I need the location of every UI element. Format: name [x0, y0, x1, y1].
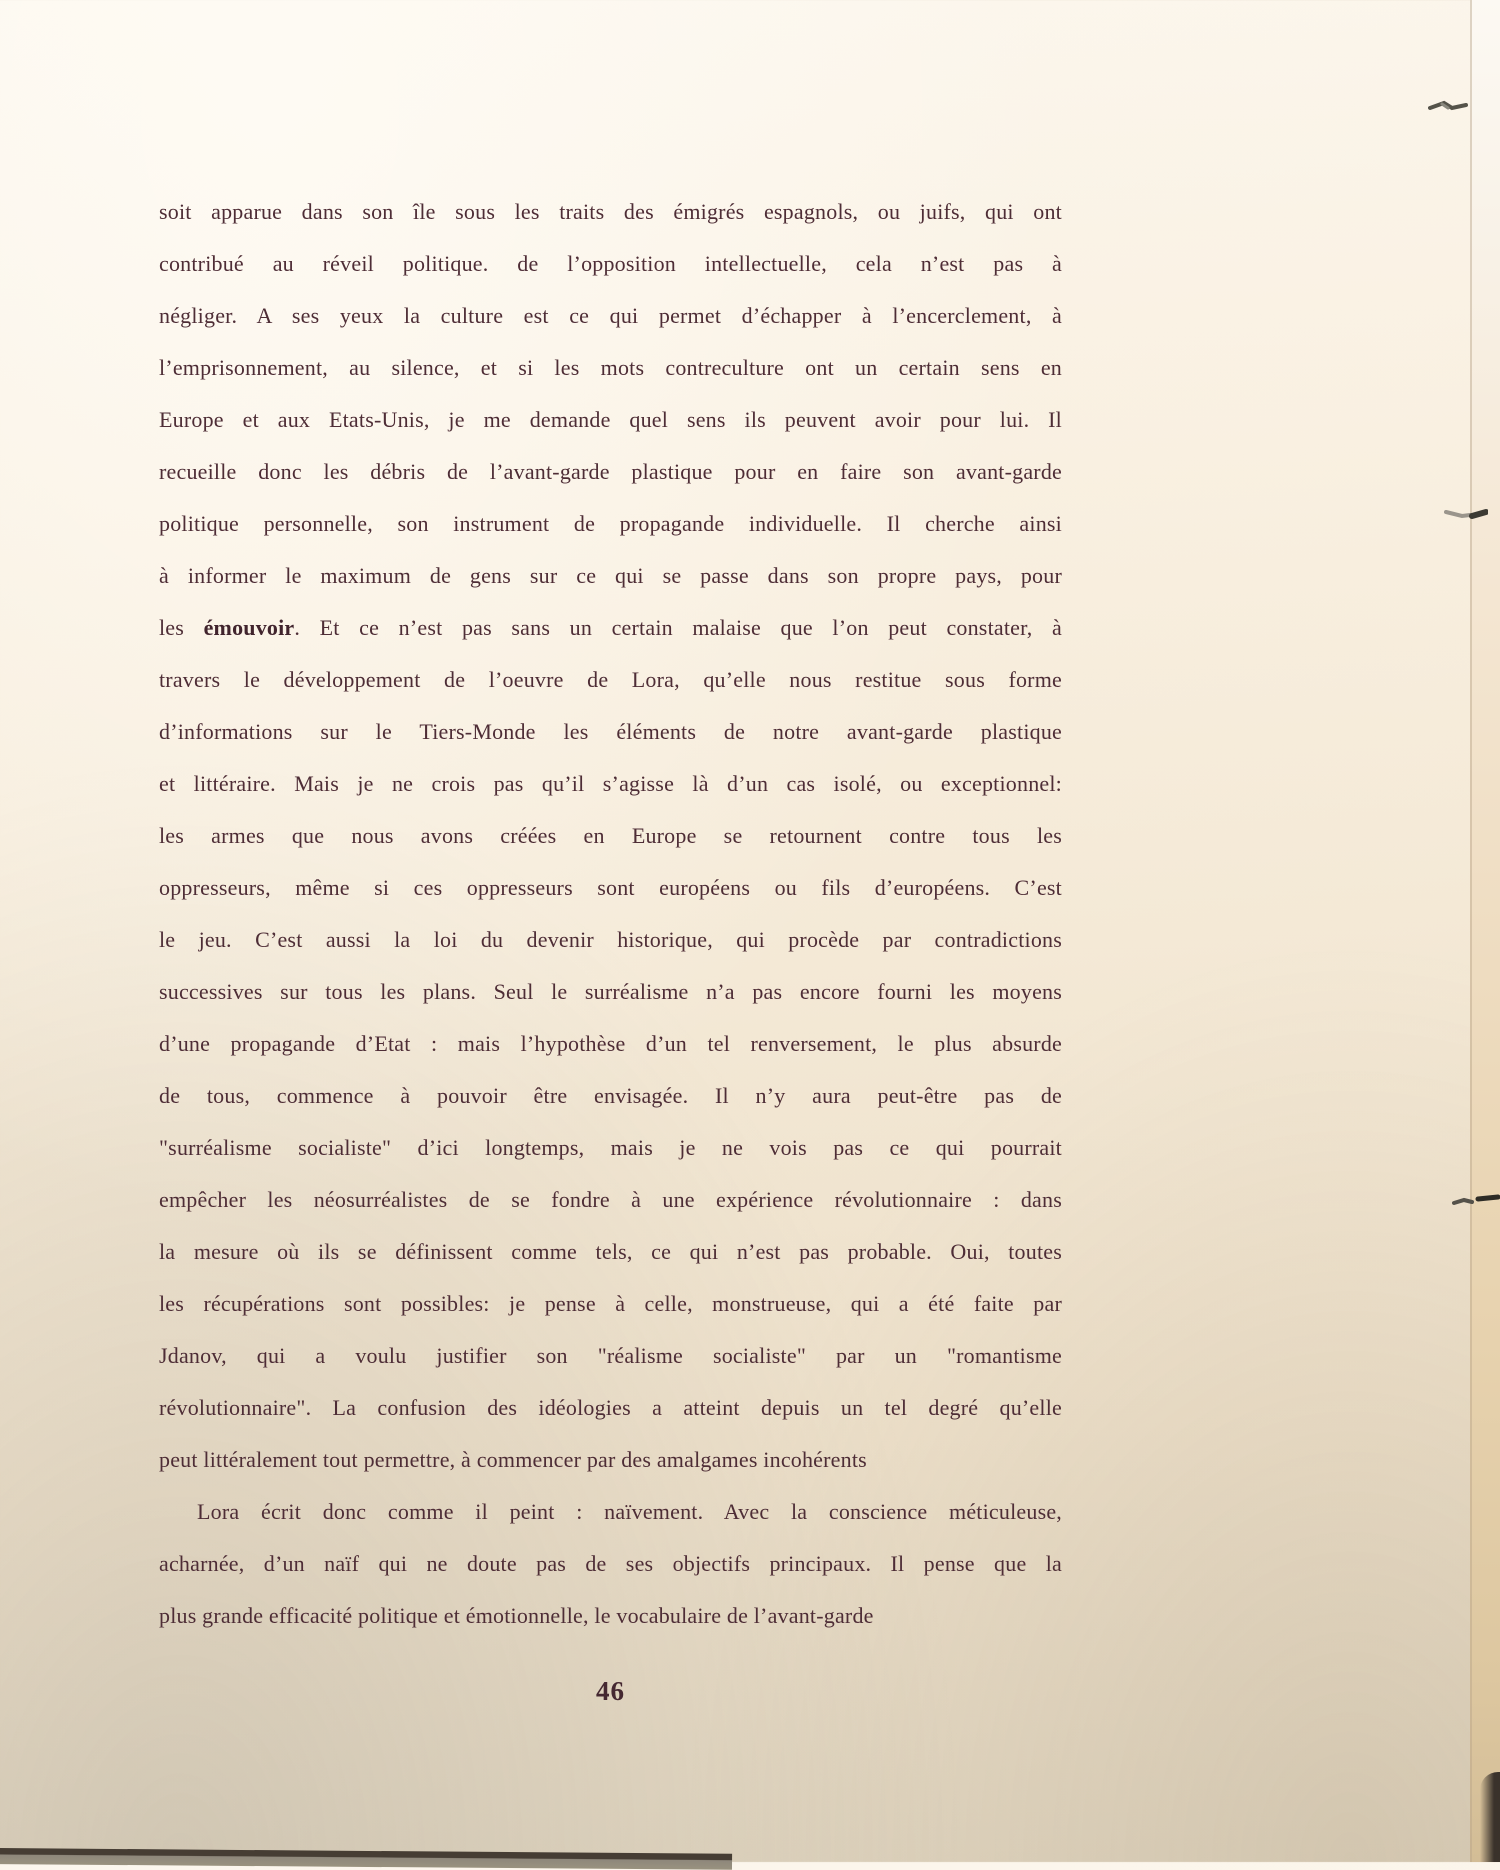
binding-stitch-icon	[1452, 1190, 1500, 1210]
binding-stitch-icon	[1428, 96, 1468, 118]
text-line	[159, 862, 1062, 914]
text-segment: contribué au réveil politique. de l’opposition intellectuelle, cela n’est pas à	[159, 251, 1062, 276]
text-segment: de tous, commence à pouvoir être envisagée. Il n’y aura peut-être pas de	[159, 1083, 1062, 1108]
text-block	[159, 186, 1062, 1642]
text-segment: les récupérations sont possibles: je pense à celle, monstrueuse, qui a été faite par	[159, 1291, 1062, 1316]
text-line	[159, 1122, 1062, 1174]
text-segment: la mesure où ils se définissent comme tels, ce qui n’est pas probable. Oui, toutes	[159, 1239, 1062, 1264]
text-segment: successives sur tous les plans. Seul le surréalisme n’a pas encore fourni les moyens	[159, 979, 1062, 1004]
text-segment: oppresseurs, même si ces oppresseurs sont européens ou fils d’européens. C’est	[159, 875, 1062, 900]
text-segment: Lora écrit donc comme il peint : naïvement. Avec la conscience méticuleuse,	[197, 1499, 1062, 1524]
text-segment: soit apparue dans son île sous les traits des émigrés espagnols, ou juifs, qui ont	[159, 199, 1062, 224]
text-line	[159, 238, 1062, 290]
text-segment: empêcher les néosurréalistes de se fondre à une expérience révolutionnaire : dans	[159, 1187, 1062, 1212]
text-segment: Europe et aux Etats-Unis, je me demande quel sens ils peuvent avoir pour lui. Il	[159, 407, 1062, 432]
text-segment: recueille donc les débris de l’avant-garde plastique pour en faire son avant-garde	[159, 459, 1062, 484]
text-line	[159, 1174, 1062, 1226]
text-line	[159, 758, 1062, 810]
text-segment: Jdanov, qui a voulu justifier son "réalisme socialiste" par un "romantisme	[159, 1343, 1062, 1368]
bold-word: émouvoir	[203, 615, 295, 640]
text-line	[159, 394, 1062, 446]
page-edge-strip	[1470, 0, 1500, 1862]
text-segment: l’emprisonnement, au silence, et si les mots contreculture ont un certain sens en	[159, 355, 1062, 380]
text-segment: les	[159, 615, 204, 640]
text-segment: les armes que nous avons créées en Europe se retournent contre tous les	[159, 823, 1062, 848]
text-segment: travers le développement de l’oeuvre de Lora, qu’elle nous restitue sous forme	[159, 667, 1062, 692]
text-segment: peut littéralement tout permettre, à commencer par des amalgames incohérents	[159, 1447, 867, 1472]
text-segment: négliger. A ses yeux la culture est ce qui permet d’échapper à l’encerclement, à	[159, 303, 1062, 328]
text-line	[159, 810, 1062, 862]
text-line	[159, 1434, 1062, 1486]
text-segment: plus grande efficacité politique et émotionnelle, le vocabulaire de l’avant-garde	[159, 1603, 874, 1628]
page-number: 46	[596, 1676, 625, 1706]
text-line	[159, 706, 1062, 758]
text-line	[159, 1070, 1062, 1122]
text-line	[159, 602, 1062, 654]
page-corner-shadow	[1480, 1772, 1500, 1862]
text-line	[159, 914, 1062, 966]
binding-stitch-icon	[1444, 502, 1488, 524]
text-line	[159, 290, 1062, 342]
text-segment: et littéraire. Mais je ne crois pas qu’il s’agisse là d’un cas isolé, ou exceptionnel:	[159, 771, 1062, 796]
text-line	[159, 446, 1062, 498]
text-segment: d’informations sur le Tiers-Monde les éléments de notre avant-garde plastique	[159, 719, 1062, 744]
text-segment: "surréalisme socialiste" d’ici longtemps, mais je ne vois pas ce qui pourrait	[159, 1135, 1062, 1160]
text-segment: politique personnelle, son instrument de propagande individuelle. Il cherche ainsi	[159, 511, 1062, 536]
text-line	[159, 1278, 1062, 1330]
text-line	[159, 1330, 1062, 1382]
text-line	[159, 1018, 1062, 1070]
page-bottom-edge	[0, 1848, 732, 1870]
text-line	[159, 1382, 1062, 1434]
text-line	[159, 1486, 1062, 1538]
text-line	[159, 1538, 1062, 1590]
text-segment: . Et ce n’est pas sans un certain malaise que l’on peut constater, à	[294, 615, 1062, 640]
text-line	[159, 966, 1062, 1018]
text-segment: le jeu. C’est aussi la loi du devenir historique, qui procède par contradictions	[159, 927, 1062, 952]
text-segment: à informer le maximum de gens sur ce qui se passe dans son propre pays, pour	[159, 563, 1062, 588]
text-line	[159, 498, 1062, 550]
text-line	[159, 550, 1062, 602]
text-line	[159, 186, 1062, 238]
text-segment: d’une propagande d’Etat : mais l’hypothèse d’un tel renversement, le plus absurde	[159, 1031, 1062, 1056]
text-segment: révolutionnaire". La confusion des idéologies a atteint depuis un tel degré qu’elle	[159, 1395, 1062, 1420]
text-line	[159, 1590, 1062, 1642]
text-line	[159, 342, 1062, 394]
text-line	[159, 1226, 1062, 1278]
text-line	[159, 654, 1062, 706]
text-segment: acharnée, d’un naïf qui ne doute pas de ses objectifs principaux. Il pense que la	[159, 1551, 1062, 1576]
